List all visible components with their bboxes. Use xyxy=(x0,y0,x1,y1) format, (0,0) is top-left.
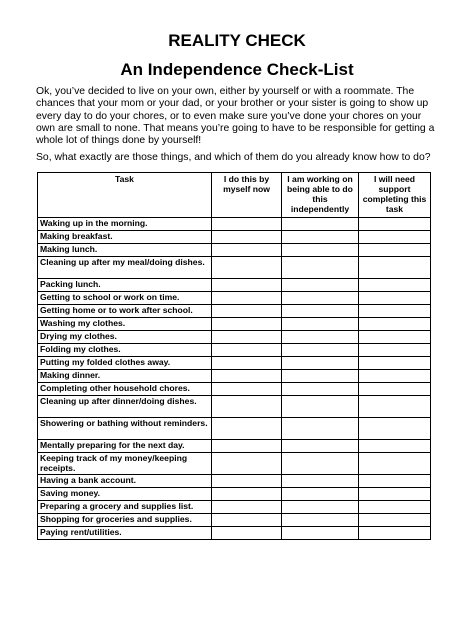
task-cell: Mentally preparing for the next day. xyxy=(38,440,212,453)
task-cell: Showering or bathing without reminders. xyxy=(38,418,212,440)
checkbox-cell[interactable] xyxy=(212,475,282,488)
checkbox-cell[interactable] xyxy=(212,305,282,318)
checkbox-cell[interactable] xyxy=(212,231,282,244)
checkbox-cell[interactable] xyxy=(282,370,359,383)
checkbox-cell[interactable] xyxy=(282,501,359,514)
table-row xyxy=(38,244,431,257)
page-subtitle: An Independence Check-List xyxy=(120,60,354,79)
checkbox-cell[interactable] xyxy=(212,244,282,257)
checkbox-cell[interactable] xyxy=(282,244,359,257)
checkbox-cell[interactable] xyxy=(359,357,431,370)
table-row xyxy=(38,514,431,527)
table-row xyxy=(38,453,431,475)
checkbox-cell[interactable] xyxy=(282,357,359,370)
checkbox-cell[interactable] xyxy=(212,396,282,418)
table-row xyxy=(38,318,431,331)
checkbox-cell[interactable] xyxy=(282,231,359,244)
checkbox-cell[interactable] xyxy=(359,331,431,344)
checkbox-cell[interactable] xyxy=(282,527,359,540)
checkbox-cell[interactable] xyxy=(212,331,282,344)
checkbox-cell[interactable] xyxy=(359,370,431,383)
task-cell: Having a bank account. xyxy=(38,475,212,488)
task-cell: Washing my clothes. xyxy=(38,318,212,331)
checkbox-cell[interactable] xyxy=(212,527,282,540)
task-cell: Saving money. xyxy=(38,488,212,501)
task-cell: Keeping track of my money/keeping receipts. xyxy=(38,453,212,475)
checkbox-cell[interactable] xyxy=(282,292,359,305)
table-row xyxy=(38,331,431,344)
checkbox-cell[interactable] xyxy=(212,440,282,453)
checkbox-cell[interactable] xyxy=(212,292,282,305)
table-row xyxy=(38,440,431,453)
checkbox-cell[interactable] xyxy=(212,383,282,396)
checkbox-cell[interactable] xyxy=(282,318,359,331)
table-row xyxy=(38,357,431,370)
task-cell: Making breakfast. xyxy=(38,231,212,244)
checkbox-cell[interactable] xyxy=(282,383,359,396)
checkbox-cell[interactable] xyxy=(212,370,282,383)
table-row xyxy=(38,257,431,279)
checkbox-cell[interactable] xyxy=(359,396,431,418)
checkbox-cell[interactable] xyxy=(282,396,359,418)
checkbox-cell[interactable] xyxy=(359,257,431,279)
checkbox-cell[interactable] xyxy=(282,344,359,357)
header-working-on: I am working on being able to do this independently xyxy=(282,173,359,218)
checkbox-cell[interactable] xyxy=(282,279,359,292)
checkbox-cell[interactable] xyxy=(212,453,282,475)
task-cell: Making dinner. xyxy=(38,370,212,383)
task-cell: Paying rent/utilities. xyxy=(38,527,212,540)
question-paragraph: So, what exactly are those things, and which of them do you already know how to do? xyxy=(36,152,431,163)
task-cell: Making lunch. xyxy=(38,244,212,257)
intro-paragraph: Ok, you’ve decided to live on your own, either by yourself or with a roommate. The chances that your mom or your dad, or your brother or your sister is going to show up every day to do your chores, or to even make sure you’ve done your chores on your own are small to none. That means you’re going to have to be responsible for getting a whole lot of things done by yourself! xyxy=(36,86,435,147)
checkbox-cell[interactable] xyxy=(359,527,431,540)
task-cell: Packing lunch. xyxy=(38,279,212,292)
checkbox-cell[interactable] xyxy=(282,331,359,344)
checkbox-cell[interactable] xyxy=(282,418,359,440)
checkbox-cell[interactable] xyxy=(282,514,359,527)
checkbox-cell[interactable] xyxy=(212,218,282,231)
checkbox-cell[interactable] xyxy=(359,218,431,231)
task-cell: Shopping for groceries and supplies. xyxy=(38,514,212,527)
checkbox-cell[interactable] xyxy=(212,279,282,292)
checkbox-cell[interactable] xyxy=(212,257,282,279)
checkbox-cell[interactable] xyxy=(359,453,431,475)
checkbox-cell[interactable] xyxy=(359,440,431,453)
checkbox-cell[interactable] xyxy=(359,475,431,488)
table-row xyxy=(38,218,431,231)
table-row xyxy=(38,305,431,318)
task-cell: Drying my clothes. xyxy=(38,331,212,344)
checkbox-cell[interactable] xyxy=(359,514,431,527)
checkbox-cell[interactable] xyxy=(282,475,359,488)
checkbox-cell[interactable] xyxy=(282,440,359,453)
checkbox-cell[interactable] xyxy=(359,318,431,331)
table-row xyxy=(38,279,431,292)
table-row xyxy=(38,501,431,514)
checkbox-cell[interactable] xyxy=(282,218,359,231)
checkbox-cell[interactable] xyxy=(212,488,282,501)
table-row xyxy=(38,344,431,357)
task-cell: Preparing a grocery and supplies list. xyxy=(38,501,212,514)
checkbox-cell[interactable] xyxy=(359,231,431,244)
task-cell: Cleaning up after my meal/doing dishes. xyxy=(38,257,212,279)
checkbox-cell[interactable] xyxy=(212,501,282,514)
checkbox-cell[interactable] xyxy=(359,383,431,396)
task-cell: Getting home or to work after school. xyxy=(38,305,212,318)
checkbox-cell[interactable] xyxy=(212,357,282,370)
checkbox-cell[interactable] xyxy=(359,279,431,292)
table-row xyxy=(38,475,431,488)
checkbox-cell[interactable] xyxy=(359,292,431,305)
table-row xyxy=(38,231,431,244)
checkbox-cell[interactable] xyxy=(282,305,359,318)
header-do-myself: I do this by myself now xyxy=(212,173,282,218)
checkbox-cell[interactable] xyxy=(359,344,431,357)
table-row xyxy=(38,488,431,501)
checkbox-cell[interactable] xyxy=(212,418,282,440)
checkbox-cell[interactable] xyxy=(282,453,359,475)
task-cell: Folding my clothes. xyxy=(38,344,212,357)
task-cell: Waking up in the morning. xyxy=(38,218,212,231)
table-row xyxy=(38,418,431,440)
checkbox-cell[interactable] xyxy=(212,344,282,357)
table-header-row xyxy=(38,173,431,218)
table-row xyxy=(38,292,431,305)
checkbox-cell[interactable] xyxy=(212,318,282,331)
header-task: Task xyxy=(38,173,212,218)
table-row xyxy=(38,383,431,396)
task-cell: Putting my folded clothes away. xyxy=(38,357,212,370)
page-title: REALITY CHECK xyxy=(168,31,306,50)
table-row xyxy=(38,370,431,383)
header-need-support: I will need support completing this task xyxy=(359,173,431,218)
checkbox-cell[interactable] xyxy=(282,488,359,501)
checkbox-cell[interactable] xyxy=(359,305,431,318)
checkbox-cell[interactable] xyxy=(359,501,431,514)
checkbox-cell[interactable] xyxy=(359,488,431,501)
checklist-table xyxy=(37,172,431,540)
table-row xyxy=(38,527,431,540)
checkbox-cell[interactable] xyxy=(359,244,431,257)
task-cell: Cleaning up after dinner/doing dishes. xyxy=(38,396,212,418)
checkbox-cell[interactable] xyxy=(359,418,431,440)
task-cell: Completing other household chores. xyxy=(38,383,212,396)
checkbox-cell[interactable] xyxy=(282,257,359,279)
table-row xyxy=(38,396,431,418)
checkbox-cell[interactable] xyxy=(212,514,282,527)
task-cell: Getting to school or work on time. xyxy=(38,292,212,305)
